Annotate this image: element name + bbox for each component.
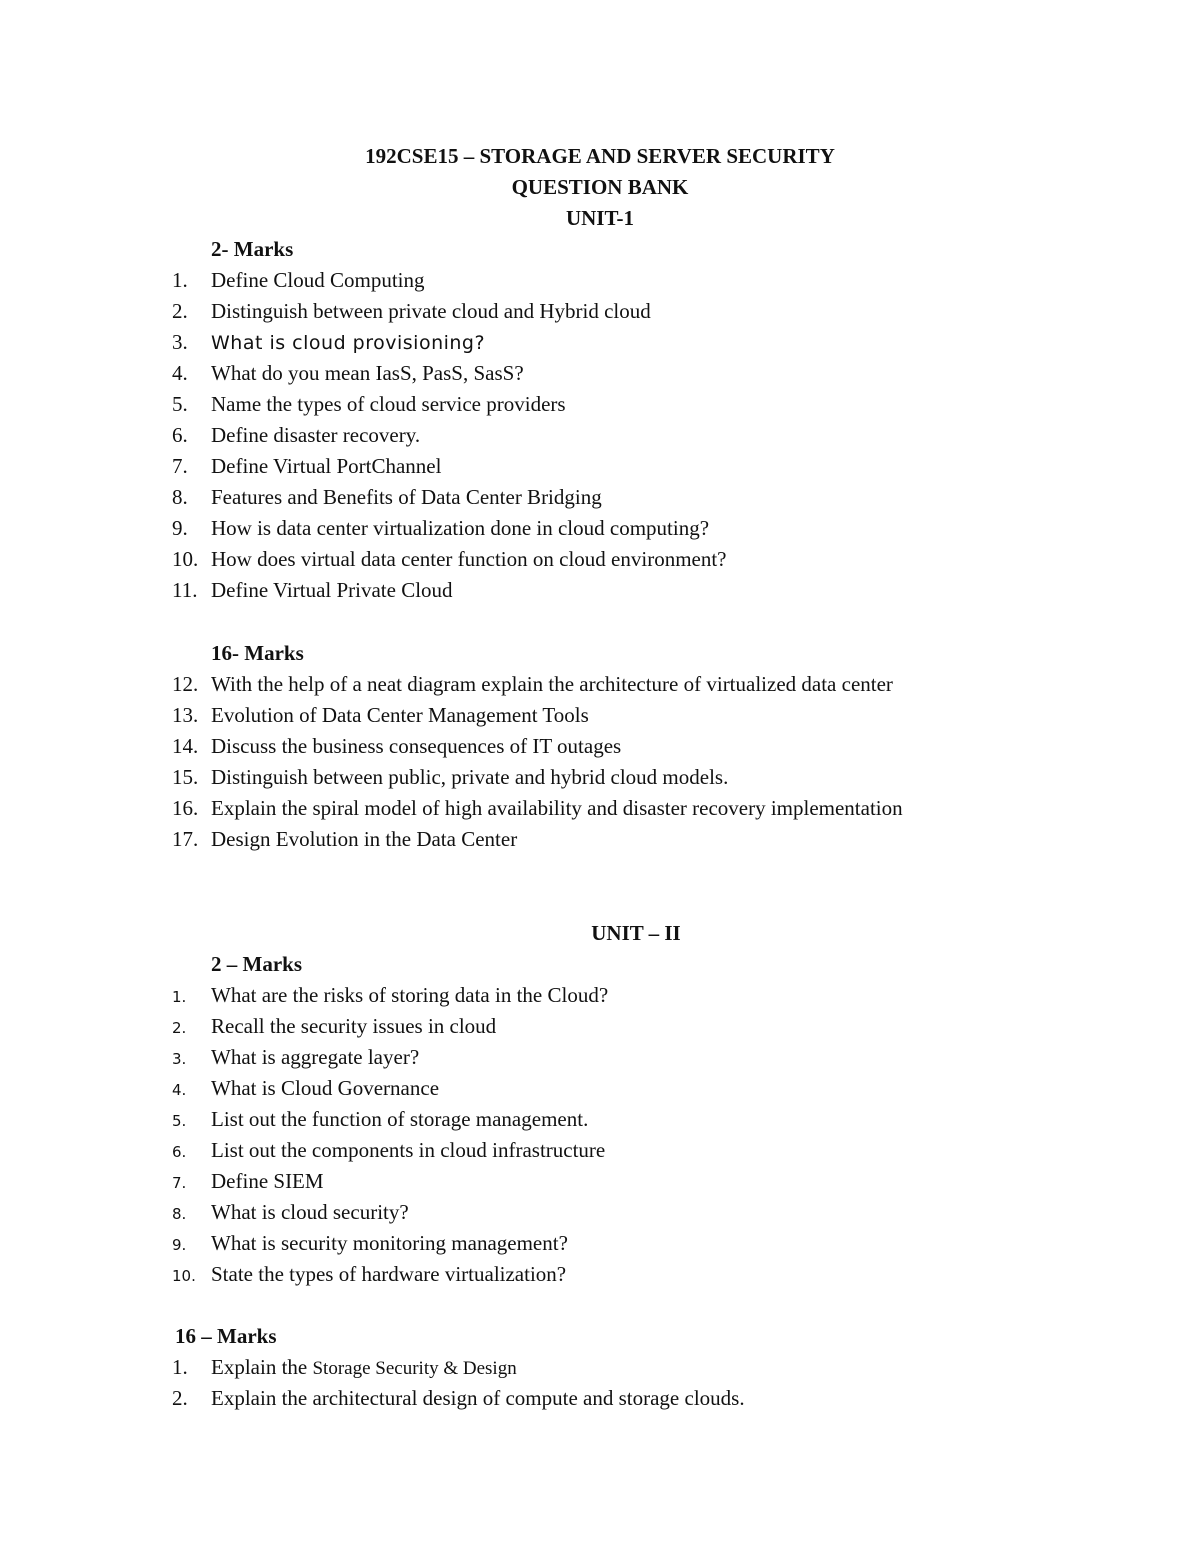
question-text: List out the function of storage management. [211,1107,589,1131]
question-item [172,361,524,385]
question-item [172,1045,419,1071]
question-item [172,1014,496,1040]
question-item [172,672,893,696]
question-text: Define Virtual Private Cloud [211,578,453,602]
question-item [172,330,485,355]
question-item [172,827,517,851]
question-number: 7. [172,1174,187,1192]
question-number: 10. [172,1267,196,1285]
question-text: Define Cloud Computing [211,268,425,292]
question-number: 7. [172,454,188,478]
question-item [172,1138,605,1164]
question-number: 3. [172,330,188,354]
question-number: 13. [172,703,199,727]
question-number: 12. [172,672,199,696]
question-text: How is data center virtualization done in cloud computing? [211,516,710,540]
unit-1-two-marks-heading: 2- Marks [211,237,294,261]
question-item [172,299,651,323]
question-item [172,516,709,540]
question-item [172,1107,588,1133]
question-text: What is aggregate layer? [211,1045,420,1069]
unit-2-sixteen-marks-heading: 16 – Marks [175,1324,277,1348]
question-item [172,1169,324,1195]
question-number: 2. [172,1019,187,1037]
question-number: 9. [172,516,188,540]
question-item [172,1386,745,1410]
question-text: Distinguish between public, private and hybrid cloud models. [211,765,729,789]
question-text: What are the risks of storing data in the Cloud? [211,983,609,1007]
question-text: Design Evolution in the Data Center [211,827,518,851]
question-number: 11. [172,578,198,602]
question-number: 6. [172,1143,187,1161]
question-number: 4. [172,361,188,385]
question-text: What is cloud security? [211,1200,409,1224]
question-number: 1. [172,1355,188,1379]
question-text: Define disaster recovery. [211,423,421,447]
question-item [172,392,566,416]
question-text: What is Cloud Governance [211,1076,440,1100]
question-text: List out the components in cloud infrastructure [211,1138,606,1162]
question-number: 2. [172,299,188,323]
question-number: 2. [172,1386,188,1410]
question-text: What is cloud provisioning? [211,332,486,354]
question-text: Explain the spiral model of high availability and disaster recovery implementation [211,796,903,820]
course-title: 192CSE15 – STORAGE AND SERVER SECURITY [365,144,835,168]
question-number: 17. [172,827,199,851]
question-item [172,578,453,602]
question-item [172,1262,566,1288]
question-number: 9. [172,1236,187,1254]
unit-1-title: UNIT-1 [565,206,635,230]
question-number: 6. [172,423,188,447]
question-text: Define SIEM [211,1169,324,1193]
question-item [172,423,420,447]
question-text-suffix: Storage Security & Design [312,1358,517,1379]
question-text: What do you mean IasS, PasS, SasS? [211,361,524,385]
question-text: Explain the architectural design of compute and storage clouds. [211,1386,745,1410]
question-item [172,796,903,820]
question-item [172,703,589,727]
question-number: 15. [172,765,199,789]
question-text: Recall the security issues in cloud [211,1014,497,1038]
unit-2-title: UNIT – II [591,921,681,945]
question-text: State the types of hardware virtualization? [211,1262,567,1286]
document-title: QUESTION BANK [511,175,689,199]
question-number: 10. [172,547,199,571]
question-item [172,485,602,509]
question-text: With the help of a neat diagram explain the architecture of virtualized data center [211,672,893,696]
question-number: 8. [172,485,188,509]
question-number: 1. [172,988,187,1006]
question-text: Name the types of cloud service providers [211,392,566,416]
question-number: 4. [172,1081,187,1099]
question-item [172,268,425,292]
question-number: 5. [172,1112,187,1130]
question-number: 8. [172,1205,187,1223]
unit-1-sixteen-marks-heading: 16- Marks [211,641,304,665]
question-number: 16. [172,796,199,820]
unit-2-two-marks-heading: 2 – Marks [211,952,302,976]
question-item [172,1076,439,1102]
question-number: 1. [172,268,188,292]
question-text: Discuss the business consequences of IT outages [211,734,622,758]
question-text: Distinguish between private cloud and Hybrid cloud [211,299,651,323]
question-item [172,1355,517,1381]
question-item [172,734,621,758]
question-item [172,1231,568,1257]
question-text: Evolution of Data Center Management Tools [211,703,589,727]
question-number: 14. [172,734,199,758]
question-number: 5. [172,392,188,416]
question-item [172,765,728,789]
question-item [172,454,441,478]
question-text: Define Virtual PortChannel [211,454,442,478]
question-text: What is security monitoring management? [211,1231,568,1255]
question-item [172,547,727,571]
question-number: 3. [172,1050,187,1068]
question-text-prefix: Explain the [211,1355,313,1379]
question-item [172,983,608,1009]
question-text: How does virtual data center function on cloud environment? [211,547,727,571]
question-text: Features and Benefits of Data Center Bridging [211,485,602,509]
question-item [172,1200,409,1226]
